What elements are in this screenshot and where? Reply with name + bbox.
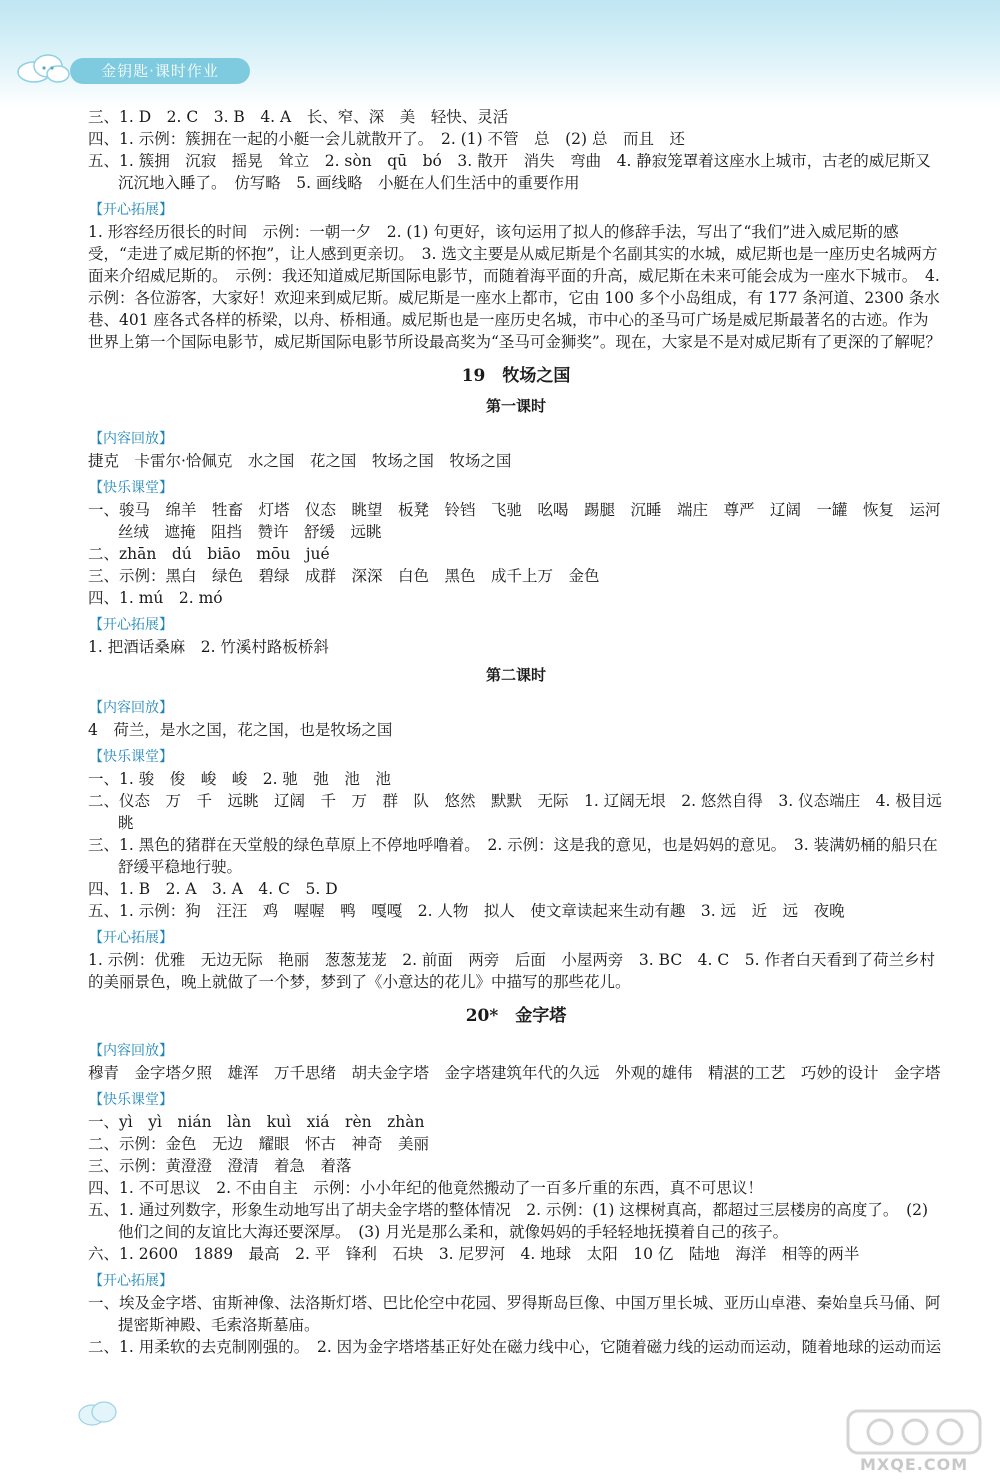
answer-line: 一、yì yì nián làn kuì xiá rèn zhàn [88,1113,425,1131]
section-tag: 【开心拓展】 [89,930,173,946]
section-tag: 【快乐课堂】 [89,749,173,765]
answer-line: 1. 形容经历很长的时间 示例：一朝一夕 2. (1) 句更好，该句运用了拟人的修辞手法，写出了“我们”进入威尼斯的感受，“走进了威尼斯的怀抱”，让人感到更亲切。 3. 选文主要是从威尼斯是个名副其实的水城，威尼斯也是一座历史名城两方面来介绍威尼斯的。 示例：我还知道威尼斯国际电影节，而随着海平面的升高，威尼斯在未来可能会成为一座水下城市。 4. 示例：各位游客，大家好！欢迎来到威尼斯。威尼斯是一座水上都市，它由 100 多个小岛组成，有 177 条河道、2300 条水巷、401 座各式各样的桥梁，以舟、桥相通。威尼斯也是一座历史名城，市中心的圣马可广场是威尼斯最著名的古迹。作为世界上第一个国际电影节，威尼斯国际电影节所设最高奖为“圣马可金狮奖”。现在，大家是不是对威尼斯有了更深的了解呢？ [88,223,941,351]
answer-line: 穆青 金字塔夕照 雄浑 万千思绪 胡夫金字塔 金字塔建筑年代的久远 外观的雄伟 精湛的工艺 巧妙的设计 金字塔 [88,1064,941,1082]
header-band [0,0,1000,108]
answer-line: 四、1. 示例：簇拥在一起的小艇一会儿就散开了。 2. (1) 不管 总 (2) 总 而且 还 [88,130,685,148]
brand-title: 金钥匙·课时作业 [70,58,250,84]
answer-line: 二、示例：金色 无边 耀眼 怀古 神奇 美丽 [88,1135,430,1153]
answer-line: 一、埃及金字塔、宙斯神像、法洛斯灯塔、巴比伦空中花园、罗得斯岛巨像、中国万里长城、亚历山卓港、秦始皇兵马俑、阿提密斯神殿、毛索洛斯墓庙。 [88,1294,941,1334]
answer-line: 一、1. 骏 俊 峻 峻 2. 驰 弛 池 池 [88,770,391,788]
answer-line: 三、1. D 2. C 3. B 4. A 长、窄、深 美 轻快、灵活 [88,108,509,126]
answer-line: 六、1. 2600 1889 最高 2. 平 锋利 石块 3. 尼罗河 4. 地球 太阳 10 亿 陆地 海洋 相等的两半 [88,1245,860,1263]
answer-line: 1. 把酒话桑麻 2. 竹溪村路板桥斜 [88,638,329,656]
answer-line: 三、示例：黑白 绿色 碧绿 成群 深深 白色 黑色 成千上万 金色 [88,567,600,585]
answer-line: 四、1. 不可思议 2. 不由自主 示例：小小年纪的他竟然搬动了一百多斤重的东西，真不可思议！ [88,1179,763,1197]
answer-line: 四、1. mú 2. mó [88,589,223,607]
section-tag: 【开心拓展】 [89,202,173,218]
answer-line: 一、骏马 绵羊 牲畜 灯塔 仪态 眺望 板凳 铃铛 飞驰 吆喝 踢腿 沉睡 端庄 尊严 辽阔 一罐 恢复 运河 丝绒 遮掩 阻挡 赞许 舒缓 远眺 [88,501,957,541]
period-title: 第二课时 [485,666,546,684]
answer-content [88,106,957,1358]
section-tag: 【内容回放】 [89,1043,173,1059]
answer-line: 二、1. 用柔软的去克制刚强的。 2. 因为金字塔塔基正好处在磁力线中心，它随着磁力线的运动而运动，随着地球的运动而运 [88,1338,942,1356]
answer-line: 二、zhān dú biāo mōu jué [88,545,330,563]
section-tag: 【开心拓展】 [89,1273,173,1289]
answer-line: 三、示例：黄澄澄 澄清 着急 着落 [88,1157,352,1175]
lesson-title: 19 牧场之国 [461,366,571,386]
answer-line: 捷克 卡雷尔·恰佩克 水之国 花之国 牧场之国 牧场之国 [88,452,512,470]
lesson-title: 20* 金字塔 [465,1006,567,1026]
answer-line: 4 荷兰，是水之国，花之国，也是牧场之国 [88,721,393,739]
answer-line: 五、1. 通过列数字，形象生动地写出了胡夫金字塔的整体情况 2. 示例：(1) 这棵树真高，都超过三层楼房的高度了。 (2) 他们之间的友谊比大海还要深厚。 (3) 月光是那么柔和，就像妈妈的手轻轻地抚摸着自己的孩子。 [88,1201,929,1241]
section-tag: 【快乐课堂】 [89,1092,173,1108]
cloud-icon [14,50,72,84]
answer-line: 二、仪态 万 千 远眺 辽阔 千 万 群 队 悠然 默默 无际 1. 辽阔无垠 2. 悠然自得 3. 仪态端庄 4. 极目远眺 [88,792,942,832]
section-tag: 【开心拓展】 [89,617,173,633]
answer-line: 三、1. 黑色的猪群在天堂般的绿色草原上不停地呼噜着。 2. 示例：这是我的意见，也是妈妈的意见。 3. 装满奶桶的船只在舒缓平稳地行驶。 [88,836,938,876]
period-title: 第一课时 [485,397,546,415]
answer-line: 1. 示例：优雅 无边无际 艳丽 葱葱茏茏 2. 前面 两旁 后面 小屋两旁 3. BC 4. C 5. 作者白天看到了荷兰乡村的美丽景色，晚上就做了一个梦，梦到了《小意达的花儿》中描写的那些花儿。 [88,951,935,991]
footer-cloud-icon [76,1395,120,1431]
section-tag: 【内容回放】 [89,700,173,716]
section-tag: 【内容回放】 [89,431,173,447]
section-tag: 【快乐课堂】 [89,480,173,496]
answer-line: 五、1. 簇拥 沉寂 摇晃 耸立 2. sòn qū bó 3. 散开 消失 弯曲 4. 静寂笼罩着这座水上城市，古老的威尼斯又沉沉地入睡了。 仿写略 5. 画线略 小艇在人们生活中的重要作用 [88,152,931,192]
answer-line: 四、1. B 2. A 3. A 4. C 5. D [88,880,338,898]
answer-line: 五、1. 示例：狗 汪汪 鸡 喔喔 鸭 嘎嘎 2. 人物 拟人 使文章读起来生动有趣 3. 远 近 远 夜晚 [88,902,845,920]
watermark-text: MXQE.COM [860,1455,969,1474]
